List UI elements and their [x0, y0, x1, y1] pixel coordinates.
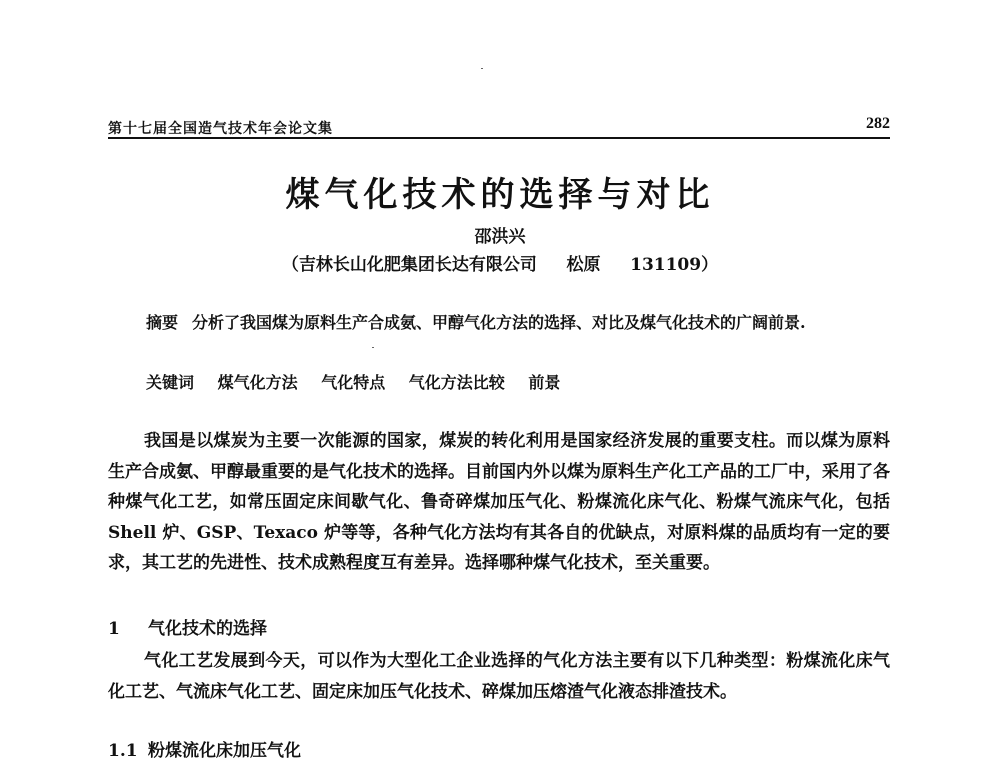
author-name: 邵洪兴: [474, 227, 526, 247]
abstract-label: 摘要: [146, 313, 179, 332]
section-title: 气化技术的选择: [148, 619, 267, 639]
section-heading: [108, 614, 267, 639]
subsection-heading: [108, 736, 301, 761]
scan-speck: [481, 68, 483, 69]
keywords-label: 关键词: [146, 373, 195, 392]
affiliation-postcode: 131109）: [630, 255, 719, 275]
page-number: 282: [866, 115, 890, 132]
subsection-number: 1.1: [108, 741, 138, 761]
keywords: [146, 370, 578, 393]
subsection-title: 粉煤流化床加压气化: [148, 741, 301, 761]
paper-title: 煤气化技术的选择与对比: [285, 175, 715, 215]
affiliation-city: 松原: [566, 255, 601, 275]
journal-title: 第十七届全国造气技术年会论文集: [108, 121, 333, 137]
intro-paragraph: 我国是以煤炭为主要一次能源的国家，煤炭的转化利用是国家经济发展的重要支柱。而以煤为原料生产合成氨、甲醇最重要的是气化技术的选择。目前国内外以煤为原料生产化工产品的工厂中，采用了各种煤气化工艺，如常压固定床间歇气化、鲁奇碎煤加压气化、粉煤流化床气化、粉煤气流床气化，包括 Shell 炉、GSP、Texaco 炉等等，各种气化方法均有其各自的优缺点，对原料煤的品质均有一定的要求，其工艺的先进性、技术成熟程度互有差异。选择哪种煤气化技术，至关重要。: [108, 431, 890, 574]
section-number: 1: [108, 619, 120, 639]
keyword-item: 前景: [528, 373, 561, 392]
affiliation: [0, 250, 1000, 275]
scan-speck: [372, 347, 374, 348]
abstract-text: 分析了我国煤为原料生产合成氨、甲醇气化方法的选择、对比及煤气化技术的广阔前景.: [192, 313, 806, 332]
keyword-item: 气化方法比较: [408, 373, 505, 392]
keyword-item: 煤气化方法: [217, 373, 298, 392]
keyword-item: 气化特点: [321, 373, 386, 392]
abstract: [108, 308, 890, 338]
section1-paragraph: 气化工艺发展到今天，可以作为大型化工企业选择的气化方法主要有以下几种类型：粉煤流化床气化工艺、气流床气化工艺、固定床加压气化技术、碎煤加压熔渣气化液态排渣技术。: [108, 651, 890, 702]
running-header: [108, 115, 890, 139]
affiliation-org: （吉林长山化肥集团长达有限公司: [281, 255, 537, 275]
